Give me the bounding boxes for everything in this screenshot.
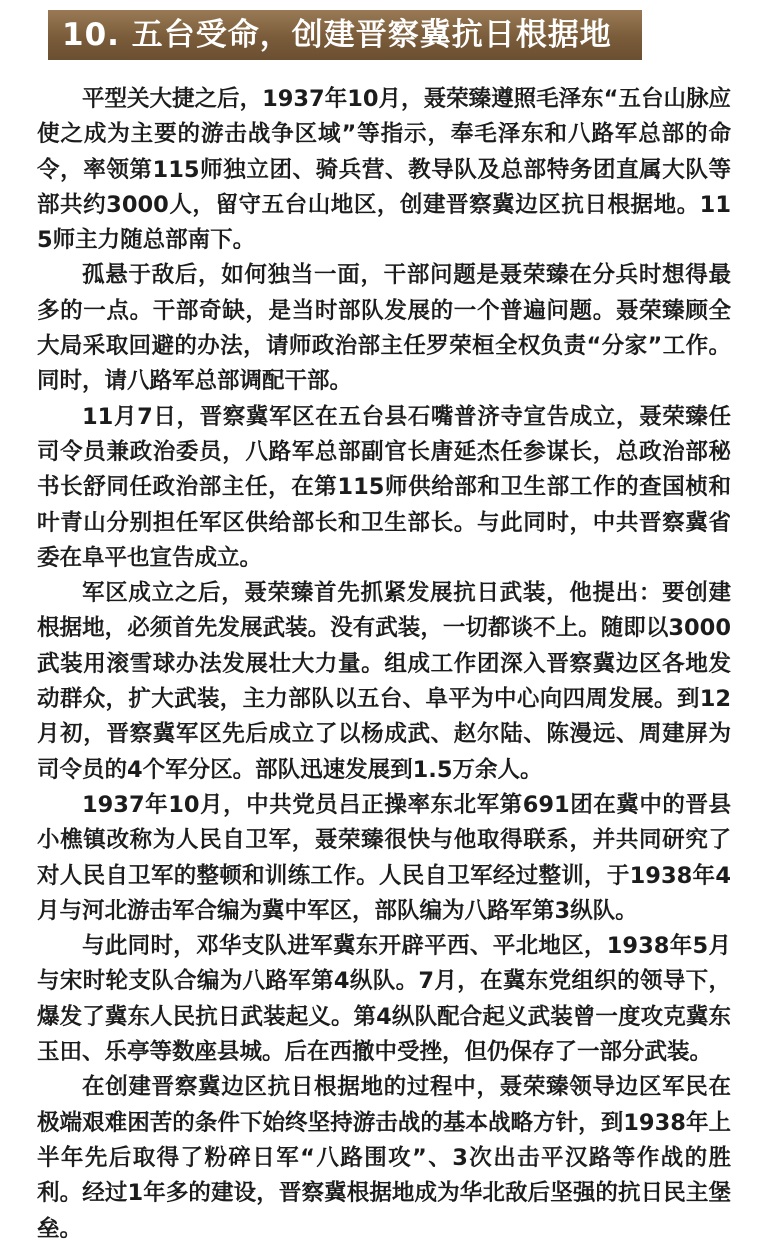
article-body	[37, 82, 731, 1247]
paragraph-7: 在创建晋察冀边区抗日根据地的过程中，聂荣臻领导边区军民在极端艰难困苦的条件下始终坚持游击战的基本战略方针，到1938年上半年先后取得了粉碎日军“八路围攻”、3次出击平汉路等作战的胜利。经过1年多的建设，晋察冀根据地成为华北敌后坚强的抗日民主堡垒。	[37, 1074, 731, 1242]
paragraph-6: 与此同时，邓华支队进军冀东开辟平西、平北地区，1938年5月与宋时轮支队合编为八路军第4纵队。7月，在冀东党组织的领导下，爆发了冀东人民抗日武装起义。第4纵队配合起义武装曾一度攻克冀东玉田、乐亭等数座县城。后在西撤中受挫，但仍保存了一部分武装。	[37, 933, 731, 1066]
paragraph-1: 平型关大捷之后，1937年10月，聂荣臻遵照毛泽东“五台山脉应使之成为主要的游击战争区域”等指示，奉毛泽东和八路军总部的命令，率领第115师独立团、骑兵营、教导队及总部特务团直属大队等部共约3000人，留守五台山地区，创建晋察冀边区抗日根据地。115师主力随总部南下。	[37, 86, 731, 254]
section-title: 10. 五台受命，创建晋察冀抗日根据地	[62, 17, 612, 53]
paragraph-4: 军区成立之后，聂荣臻首先抓紧发展抗日武装，他提出：要创建根据地，必须首先发展武装。没有武装，一切都谈不上。随即以3000武装用滚雪球办法发展壮大力量。组成工作团深入晋察冀边区各地发动群众，扩大武装，主力部队以五台、阜平为中心向四周发展。到12月初，晋察冀军区先后成立了以杨成武、赵尔陆、陈漫远、周建屏为司令员的4个军分区。部队迅速发展到1.5万余人。	[37, 580, 731, 783]
paragraph-5: 1937年10月，中共党员吕正操率东北军第691团在冀中的晋县小樵镇改称为人民自卫军，聂荣臻很快与他取得联系，并共同研究了对人民自卫军的整顿和训练工作。人民自卫军经过整训，于1938年4月与河北游击军合编为冀中军区，部队编为八路军第3纵队。	[37, 791, 731, 924]
section-title-banner	[48, 10, 642, 60]
paragraph-3: 11月7日，晋察冀军区在五台县石嘴普济寺宣告成立，聂荣臻任司令员兼政治委员，八路军总部副官长唐延杰任参谋长，总政治部秘书长舒同任政治部主任，在第115师供给部和卫生部工作的查国桢和叶青山分别担任军区供给部长和卫生部长。与此同时，中共晋察冀省委在阜平也宣告成立。	[37, 403, 731, 571]
paragraph-2: 孤悬于敌后，如何独当一面，干部问题是聂荣臻在分兵时想得最多的一点。干部奇缺，是当时部队发展的一个普遍问题。聂荣臻顾全大局采取回避的办法，请师政治部主任罗荣桓全权负责“分家”工作。同时，请八路军总部调配干部。	[37, 262, 731, 395]
